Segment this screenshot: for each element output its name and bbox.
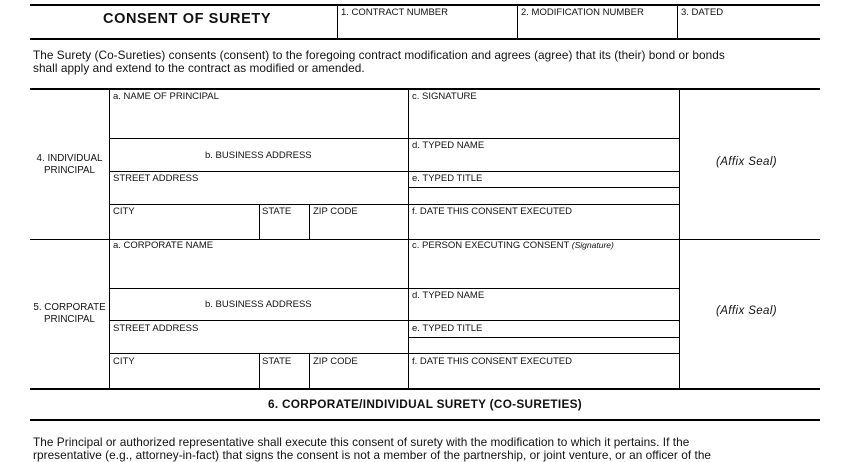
corporate-name-label: a. CORPORATE NAME xyxy=(113,240,214,251)
corporate-typed-name-label: d. TYPED NAME xyxy=(412,290,485,301)
header-bottom-rule xyxy=(30,38,820,40)
corporate-principal-heading xyxy=(30,302,109,326)
section-4-top-rule xyxy=(30,88,820,90)
individual-principal-line-1: 4. INDIVIDUAL xyxy=(36,153,103,164)
corporate-typed-title-field[interactable] xyxy=(409,334,678,352)
corporate-date-executed-field[interactable] xyxy=(409,367,678,387)
contract-number-field[interactable] xyxy=(338,18,516,37)
intro-line-2: shall apply and extend to the contract as modified or amended. xyxy=(33,61,365,75)
person-executing-consent-text: c. PERSON EXECUTING CONSENT xyxy=(412,240,570,251)
individual-date-executed-field[interactable] xyxy=(409,217,678,238)
corporate-street-address-field[interactable] xyxy=(110,334,407,352)
corporate-city-label: CITY xyxy=(113,356,135,367)
grid-divider xyxy=(679,239,680,388)
individual-zip-label: ZIP CODE xyxy=(313,206,358,217)
grid-rule xyxy=(109,204,679,205)
individual-street-address-field[interactable] xyxy=(110,184,407,203)
person-executing-consent-label xyxy=(412,240,614,251)
corporate-affix-seal: (Affix Seal) xyxy=(716,305,778,317)
individual-typed-name-field[interactable] xyxy=(409,151,678,170)
corporate-zip-label: ZIP CODE xyxy=(313,356,358,367)
corporate-date-executed-label: f. DATE THIS CONSENT EXECUTED xyxy=(412,356,572,367)
grid-rule xyxy=(109,353,679,354)
individual-zip-field[interactable] xyxy=(310,217,407,238)
person-executing-consent-signature-note: (Signature) xyxy=(571,240,614,250)
footer-line-1: The Principal or authorized representative shall execute this consent of surety with the modification to which it pertains. If the xyxy=(33,435,690,449)
individual-principal-line-2: PRINCIPAL xyxy=(44,165,95,176)
corporate-state-label: STATE xyxy=(262,356,292,367)
footer-line-2: rpresentative (e.g., attorney-in-fact) that signs the consent is not a member of the partnership, or joint venture, or an officer of the xyxy=(33,448,712,462)
modification-number-field[interactable] xyxy=(518,18,676,37)
form-title: CONSENT OF SURETY xyxy=(103,11,272,27)
intro-line-1: The Surety (Co-Sureties) consents (consent) to the foregoing contract modification and agrees (agree) that its (their) bond or bonds xyxy=(33,48,725,62)
individual-typed-title-field[interactable] xyxy=(409,184,678,203)
grid-rule xyxy=(109,138,679,139)
individual-state-label: STATE xyxy=(262,206,292,217)
individual-city-field[interactable] xyxy=(110,217,258,238)
name-of-principal-label: a. NAME OF PRINCIPAL xyxy=(113,91,219,102)
individual-principal-heading xyxy=(30,153,109,177)
corporate-street-address-label: STREET ADDRESS xyxy=(113,323,199,334)
corporate-name-field[interactable] xyxy=(110,251,407,287)
person-executing-consent-field[interactable] xyxy=(409,251,678,287)
name-of-principal-field[interactable] xyxy=(110,102,407,137)
individual-city-label: CITY xyxy=(113,206,135,217)
grid-rule xyxy=(109,288,679,289)
individual-affix-seal: (Affix Seal) xyxy=(716,156,778,168)
section-6-top-rule xyxy=(30,388,820,390)
individual-date-executed-label: f. DATE THIS CONSENT EXECUTED xyxy=(412,206,572,217)
top-rule xyxy=(30,4,820,6)
individual-state-field[interactable] xyxy=(260,217,308,238)
individual-street-address-label: STREET ADDRESS xyxy=(113,173,199,184)
section-6-title: 6. CORPORATE/INDIVIDUAL SURETY (CO-SURETIES) xyxy=(267,397,583,411)
corporate-principal-line-2: PRINCIPAL xyxy=(44,314,95,325)
corporate-business-address-label: b. BUSINESS ADDRESS xyxy=(205,299,312,310)
individual-signature-field[interactable] xyxy=(409,102,678,137)
corporate-city-field[interactable] xyxy=(110,367,258,387)
grid-rule xyxy=(109,320,679,321)
individual-business-address-label: b. BUSINESS ADDRESS xyxy=(205,150,312,161)
section-6-bottom-rule xyxy=(30,419,820,421)
individual-signature-label: c. SIGNATURE xyxy=(412,91,477,102)
corporate-typed-title-label: e. TYPED TITLE xyxy=(412,323,483,334)
corporate-typed-name-field[interactable] xyxy=(409,301,678,319)
contract-number-label: 1. CONTRACT NUMBER xyxy=(341,7,448,18)
dated-field[interactable] xyxy=(678,18,819,37)
dated-label: 3. DATED xyxy=(681,7,724,18)
modification-number-label: 2. MODIFICATION NUMBER xyxy=(521,7,644,18)
corporate-principal-line-1: 5. CORPORATE xyxy=(33,302,106,313)
individual-typed-title-label: e. TYPED TITLE xyxy=(412,173,483,184)
grid-divider xyxy=(679,89,680,239)
corporate-zip-field[interactable] xyxy=(310,367,407,387)
individual-typed-name-label: d. TYPED NAME xyxy=(412,140,485,151)
corporate-state-field[interactable] xyxy=(260,367,308,387)
grid-rule xyxy=(109,171,679,172)
